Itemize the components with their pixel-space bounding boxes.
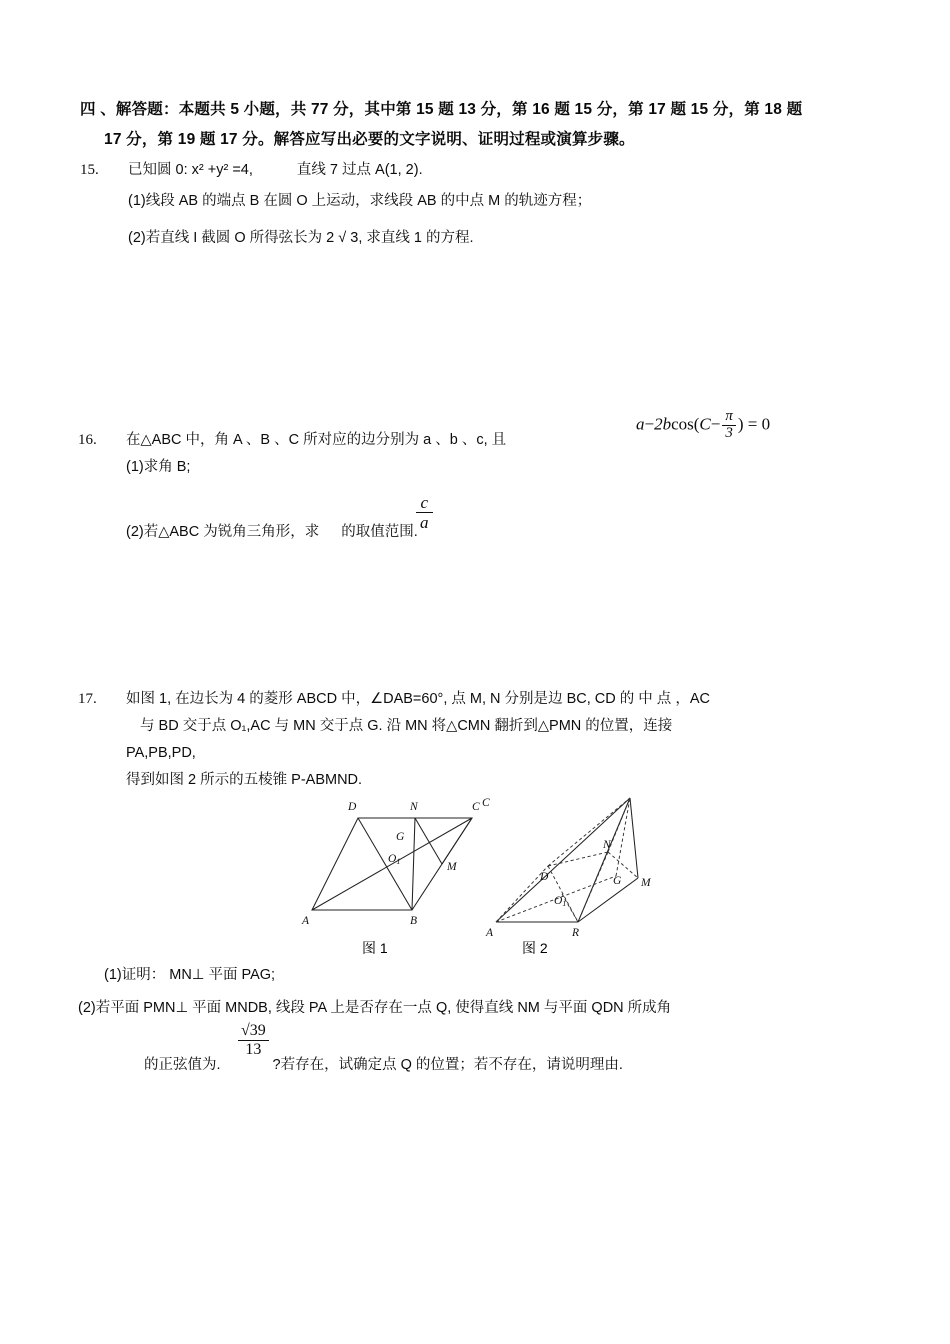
fig1-line-N-B: [412, 818, 415, 910]
sine-numerator: √39: [238, 1022, 269, 1041]
fig2-hidden-DN: [548, 852, 608, 866]
fig2-label-O1-subscript: 1: [562, 899, 567, 908]
fig1-label-O1: O1: [388, 853, 401, 866]
question-17-subparts: [78, 962, 898, 1079]
question-16: [78, 408, 878, 546]
question-17-line1: 如图 1, 在边长为 4 的菱形 ABCD 中，∠DAB=60°, 点 M, N 分别是边 BC, CD 的 中 点 ，AC: [126, 691, 710, 707]
question-16-line1: [126, 408, 878, 454]
question-15-line1-part-a: 已知圆 0: x² +y² =4,: [128, 162, 253, 178]
section-header-line1: 四 、解答题：本题共 5 小题，共 77 分，其中第 15 题 13 分，第 16 题 15 分，第 17 题 15 分，第 18 题: [80, 101, 803, 118]
question-17-number: 17.: [78, 691, 97, 707]
question-17: [78, 686, 888, 794]
fig1-label-G: G: [396, 831, 405, 843]
formula-lead: a: [636, 414, 645, 434]
ratio-denominator: a: [420, 513, 429, 533]
question-17-line3: PA,PB,PD,: [126, 745, 196, 761]
geometry-figures-svg: [300, 790, 680, 980]
fig1-segment-MN: [415, 818, 442, 864]
question-15-part-1: (1)线段 AB 的端点 B 在圆 O 上运动，求线段 AB 的中点 M 的轨迹方程；: [128, 193, 592, 209]
section-header: [80, 95, 880, 155]
figure-1-labels: [301, 801, 480, 927]
question-17-part-1: (1)证明： MN⊥ 平面 PAG;: [104, 967, 276, 983]
formula-minus2: −: [710, 414, 721, 434]
question-15-body: [128, 157, 870, 252]
ratio-numerator: c: [416, 493, 433, 513]
formula-coef: 2b: [654, 414, 672, 434]
question-16-part-1: (1)求角 B;: [126, 459, 191, 475]
question-16-part-2-pre: (2)若△ABC 为锐角三角形，求: [126, 524, 320, 540]
figure-group: [300, 790, 680, 980]
formula-var: C: [699, 414, 711, 434]
fig2-label-B: R: [572, 927, 580, 939]
question-16-ratio-fraction: [416, 493, 433, 532]
fig2-edge-PM: [630, 798, 638, 878]
question-17-part-2-pre: 的正弦值为.: [144, 1057, 221, 1073]
question-15-part-2: (2)若直线 I 截圆 O 所得弦长为 2 √ 3, 求直线 1 的方程.: [128, 230, 474, 246]
question-16-number: 16.: [78, 432, 97, 448]
figure-2-hidden: [496, 798, 638, 922]
question-16-formula: [636, 409, 770, 441]
question-15: [80, 157, 870, 252]
formula-minus: −: [644, 414, 655, 434]
question-17-part-2-cont: [78, 1022, 898, 1079]
fig2-hidden-DB: [548, 866, 578, 922]
question-16-body: [126, 408, 878, 546]
figure-1-caption: 图 1: [362, 940, 388, 956]
fig2-hidden-PD: [548, 798, 630, 866]
question-17-part-2-post: ?若存在，试确定点 Q 的位置；若不存在，请说明理由.: [272, 1057, 623, 1073]
question-16-part-2-post: 的取值范围.: [341, 524, 418, 540]
question-17-part-2: (2)若平面 PMN⊥ 平面 MNDB, 线段 PA 上是否存在一点 Q, 使得直线 NM 与平面 QDN 所成角: [78, 1000, 672, 1016]
fig1-line-C-M: [442, 818, 472, 864]
fig1-label-M: M: [447, 861, 457, 873]
fig2-label-A: A: [486, 927, 494, 939]
fig1-label-N: N: [410, 801, 418, 813]
formula-frac-den: 3: [725, 424, 733, 441]
fig1-label-A: A: [302, 915, 310, 927]
formula-cos: cos(: [671, 414, 700, 434]
fig2-label-C: C: [482, 797, 490, 809]
fig2-hidden-PN: [608, 798, 630, 852]
question-16-line1-text: 在△ABC 中，角 A 、B 、C 所对应的边分别为 a 、b 、c, 且: [126, 432, 507, 448]
fig1-label-C: C: [472, 801, 480, 813]
question-15-line1: [128, 157, 870, 184]
formula-fraction: [722, 409, 736, 441]
question-15-line1-part-b: 直线 7 过点 A(1, 2).: [296, 162, 423, 178]
question-16-part-2: [126, 493, 878, 546]
section-header-line2: 17 分，第 19 题 17 分。解答应写出必要的文字说明、证明过程或演算步骤。: [104, 131, 635, 148]
question-15-number: 15.: [80, 162, 99, 178]
question-17-line4: 得到如图 2 所示的五棱锥 P-ABMND.: [126, 772, 363, 788]
formula-tail: ) = 0: [737, 414, 771, 434]
question-17-line2: 与 BD 交于点 O₁,AC 与 MN 交于点 G. 沿 MN 将△CMN 翻折到△PMN 的位置，连接: [140, 718, 673, 734]
fig2-label-M: M: [641, 877, 651, 889]
question-17-body: [126, 686, 888, 794]
fig2-label-O1: O1: [554, 895, 567, 908]
fig1-label-D: D: [348, 801, 357, 813]
fig2-label-N: N: [603, 839, 611, 851]
formula-frac-num: π: [722, 409, 736, 426]
sine-denominator: 13: [245, 1040, 262, 1058]
fig2-label-G: G: [613, 875, 622, 887]
fig1-label-O1-subscript: 1: [396, 857, 401, 866]
fig1-label-B: B: [410, 915, 418, 927]
fig2-label-D: D: [540, 871, 549, 883]
question-17-sine-fraction: [238, 1022, 269, 1058]
figure-2-caption: 图 2: [522, 940, 548, 956]
